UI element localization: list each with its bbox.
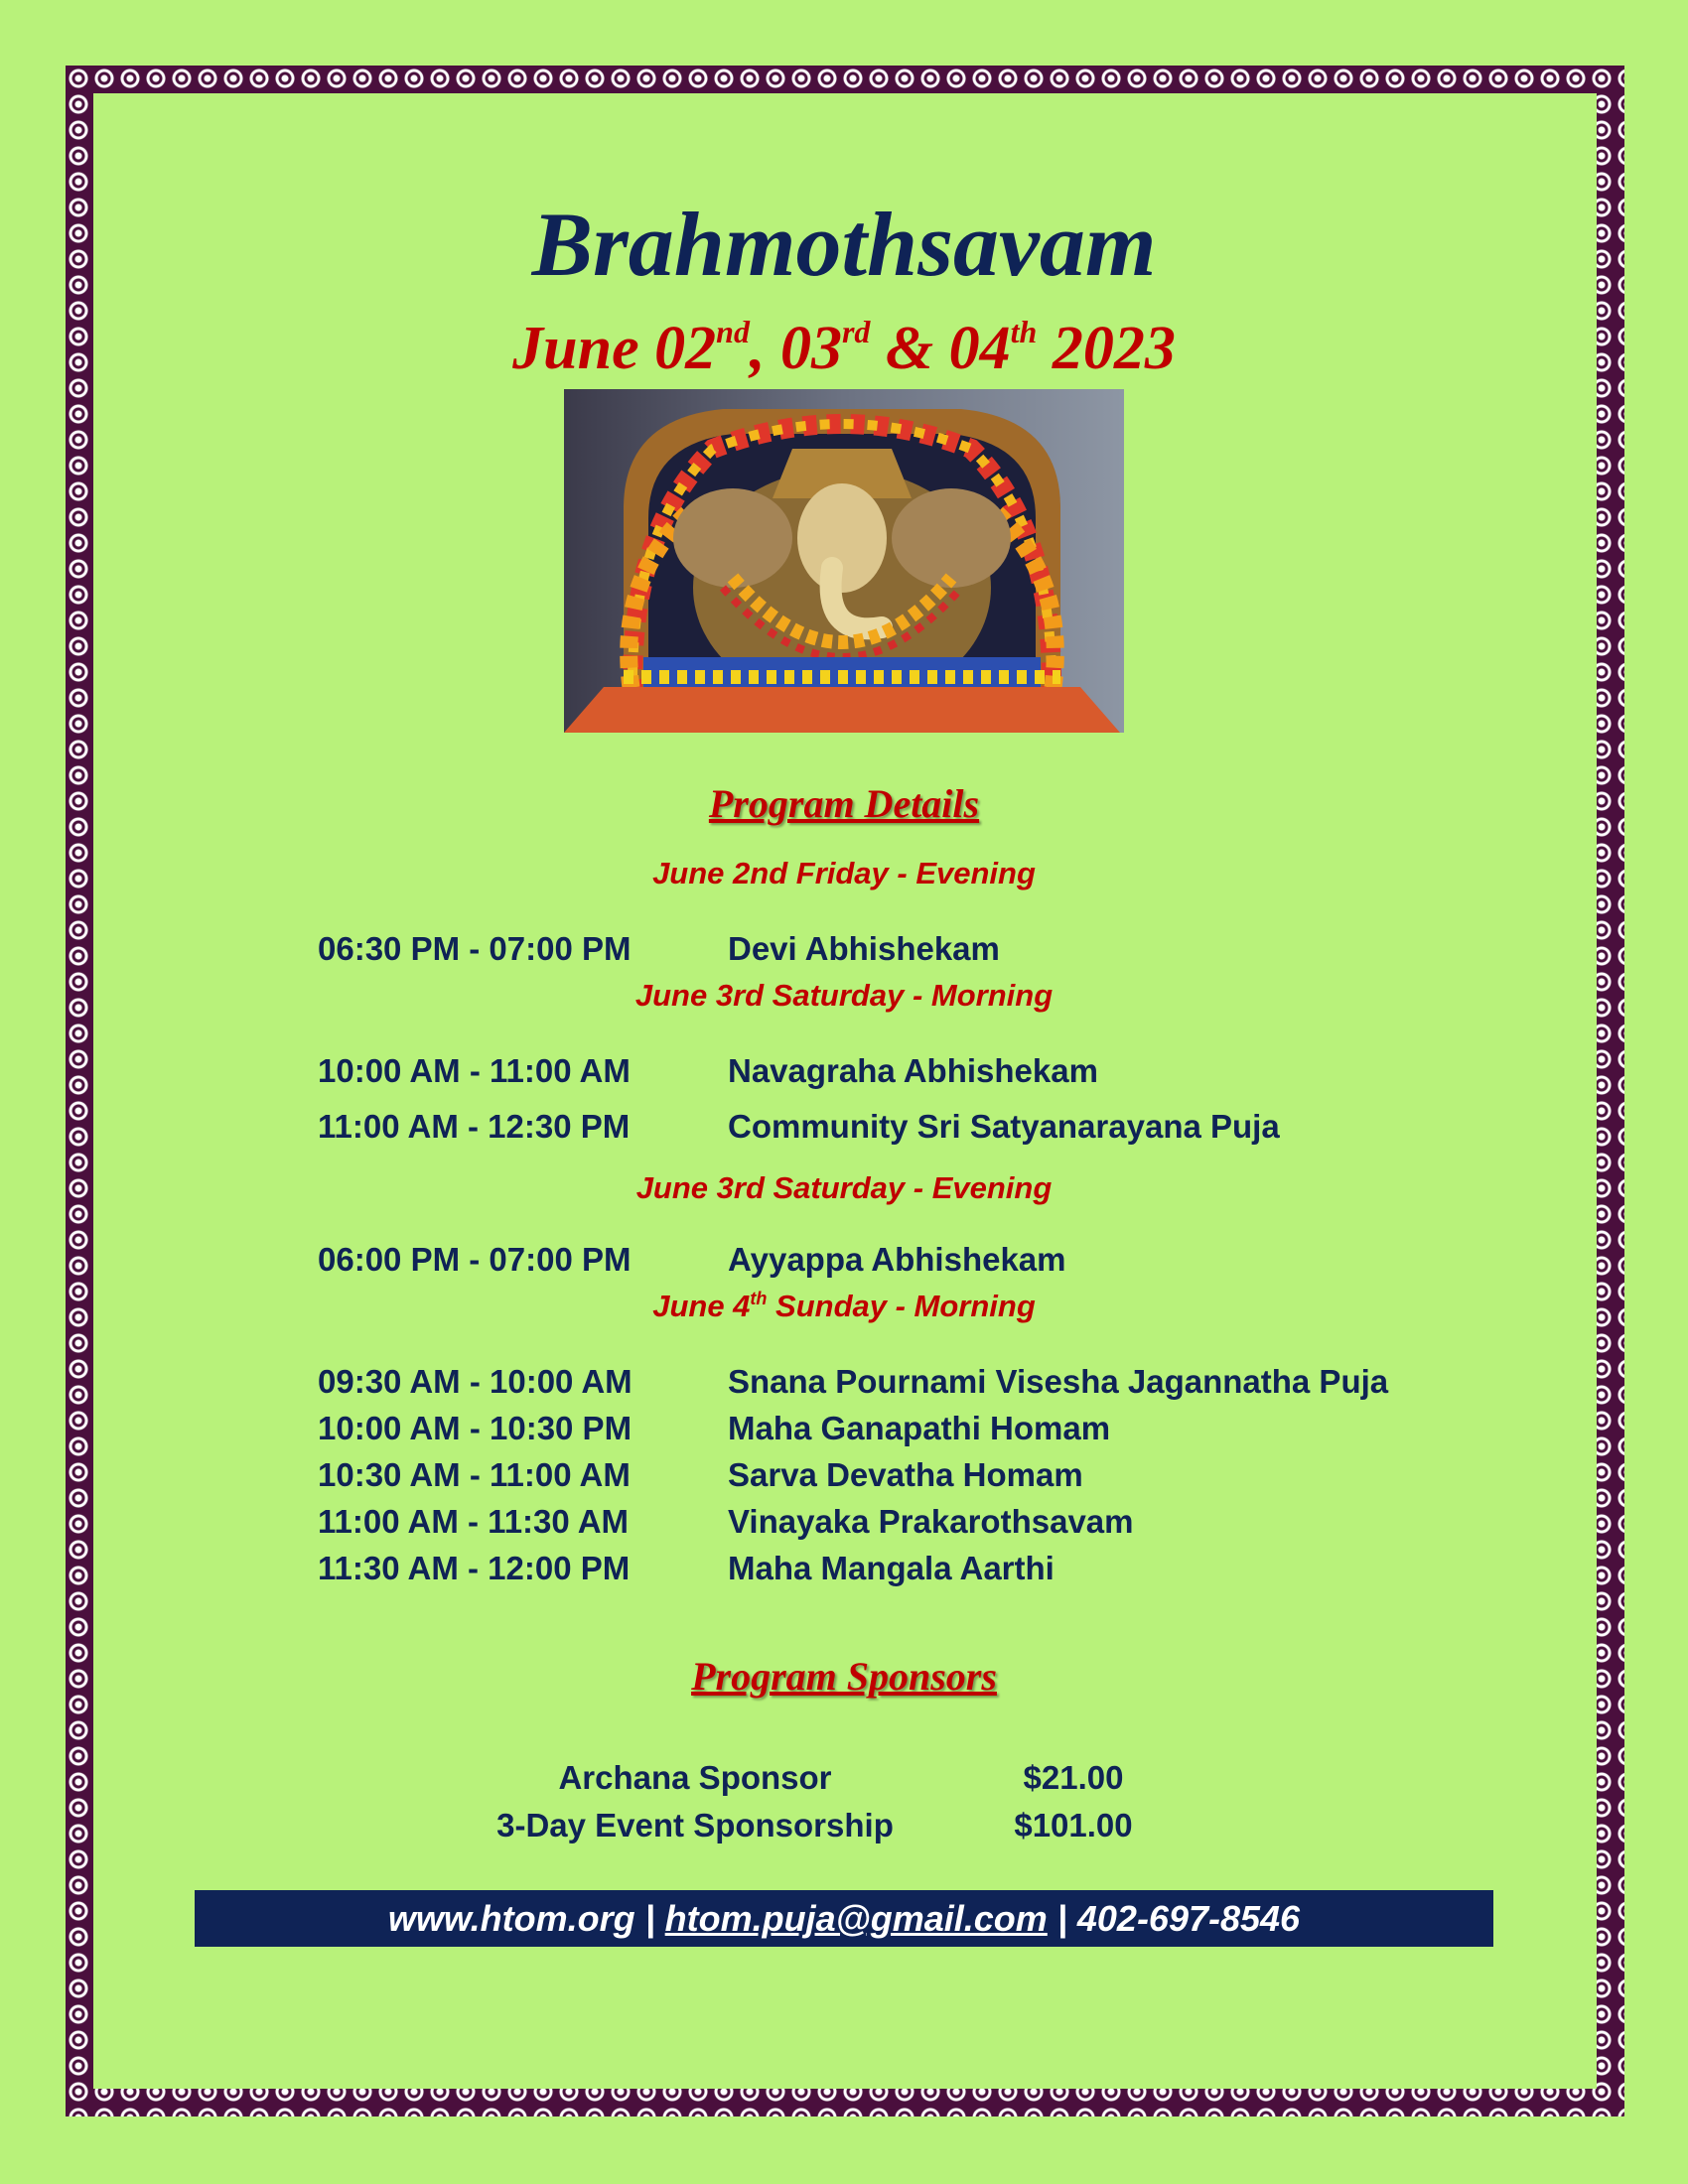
program-sponsors-heading: Program Sponsors <box>691 1654 997 1699</box>
day-heading-june-3-morning: June 3rd Saturday - Morning <box>634 978 1054 1013</box>
schedule-row <box>318 1108 1509 1150</box>
schedule-time: 11:00 AM - 11:30 AM <box>318 1503 630 1540</box>
schedule-row <box>318 1052 1509 1094</box>
schedule-time: 11:00 AM - 12:30 PM <box>318 1108 631 1145</box>
sponsor-name: 3-Day Event Sponsorship <box>496 1807 894 1843</box>
schedule-row <box>318 1410 1509 1451</box>
website-link[interactable]: www.htom.org <box>387 1898 635 1939</box>
day-heading-june-3-evening: June 3rd Saturday - Evening <box>635 1170 1053 1205</box>
sponsor-amount: $21.00 <box>1023 1759 1124 1796</box>
sponsor-row <box>0 1807 1688 1848</box>
schedule-event: Community Sri Satyanarayana Puja <box>728 1108 1280 1145</box>
schedule-event: Sarva Devatha Homam <box>728 1456 1083 1493</box>
schedule-event: Vinayaka Prakarothsavam <box>728 1503 1134 1540</box>
schedule-row <box>318 1550 1509 1591</box>
schedule-time: 10:30 AM - 11:00 AM <box>318 1456 631 1493</box>
day-heading-june-4-morning: June 4th Sunday - Morning <box>652 1289 1036 1323</box>
schedule-event: Ayyappa Abhishekam <box>728 1241 1066 1278</box>
schedule-time: 11:30 AM - 12:00 PM <box>318 1550 631 1586</box>
schedule-event: Maha Ganapathi Homam <box>728 1410 1111 1446</box>
event-dates: June 02nd, 03rd & 04th 2023 <box>512 314 1176 382</box>
day-heading-june-2-evening: June 2nd Friday - Evening <box>652 856 1036 890</box>
schedule-row <box>318 1363 1509 1405</box>
contact-footer-bar: www.htom.org | htom.puja@gmail.com | 402-697-8546 <box>195 1890 1493 1947</box>
schedule-row <box>318 1456 1509 1498</box>
schedule-event: Navagraha Abhishekam <box>728 1052 1098 1089</box>
schedule-event: Maha Mangala Aarthi <box>728 1550 1055 1586</box>
sponsor-name: Archana Sponsor <box>558 1759 832 1796</box>
ganesha-deity-photo <box>564 389 1124 733</box>
schedule-time: 06:30 PM - 07:00 PM <box>318 930 632 967</box>
sponsor-amount: $101.00 <box>1014 1807 1133 1843</box>
schedule-event: Devi Abhishekam <box>728 930 1000 967</box>
program-details-heading: Program Details <box>708 781 980 826</box>
email-link[interactable]: htom.puja@gmail.com <box>664 1898 1048 1939</box>
schedule-row <box>318 1241 1509 1283</box>
phone-number: 402-697-8546 <box>1076 1898 1301 1939</box>
schedule-time: 10:00 AM - 11:00 AM <box>318 1052 631 1089</box>
schedule-event: Snana Pournami Visesha Jagannatha Puja <box>728 1363 1389 1400</box>
page-title: Brahmothsavam <box>531 194 1157 295</box>
schedule-time: 06:00 PM - 07:00 PM <box>318 1241 632 1278</box>
schedule-time: 09:30 AM - 10:00 AM <box>318 1363 633 1400</box>
schedule-row <box>318 930 1509 972</box>
sponsor-row <box>0 1759 1688 1801</box>
schedule-time: 10:00 AM - 10:30 PM <box>318 1410 633 1446</box>
schedule-row <box>318 1503 1509 1545</box>
